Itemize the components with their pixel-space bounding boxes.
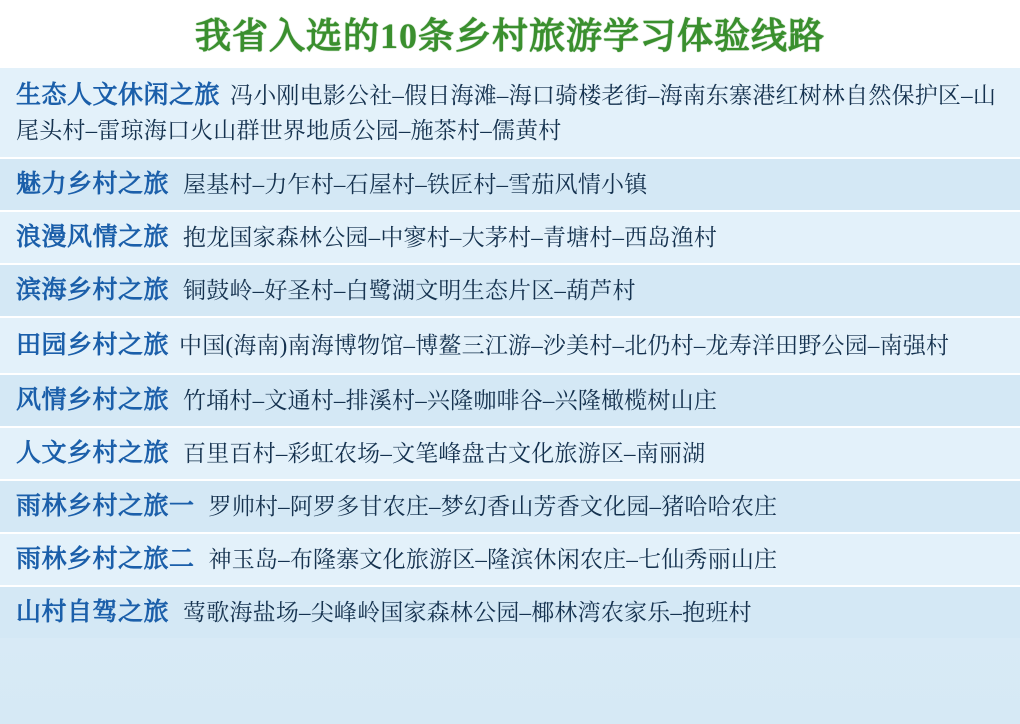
route-row [0,532,1020,585]
route-stops: 竹埇村–文通村–排溪村–兴隆咖啡谷–兴隆橄榄树山庄 [183,388,718,414]
route-content [16,327,949,364]
route-row [0,263,1020,316]
route-stops: 莺歌海盐场–尖峰岭国家森林公园–椰林湾农家乐–抱班村 [183,600,752,626]
route-name: 山村自驾之旅 [16,599,170,627]
route-stops: 冯小刚电影公社–假日海滩–海口骑楼老街–海南东寨港红树林自然保护区–山尾头村–雷琼海口火山群世界地质公园–施茶村–儒黄村 [16,83,997,143]
route-stops: 中国(海南)南海博物馆–博鳌三江游–沙美村–北仍村–龙寿洋田野公园–南强村 [179,333,950,359]
route-content [16,166,647,203]
route-row [0,585,1020,638]
route-name: 浪漫风情之旅 [16,224,170,252]
route-name: 雨林乡村之旅二 [16,546,195,574]
route-content [16,435,705,472]
route-row [0,316,1020,373]
route-name: 风情乡村之旅 [16,387,170,415]
route-stops: 铜鼓岭–好圣村–白鹭湖文明生态片区–葫芦村 [183,278,636,304]
route-content [16,272,636,309]
route-stops: 抱龙国家森林公园–中寥村–大茅村–青塘村–西岛渔村 [183,225,718,251]
route-stops: 屋基村–力乍村–石屋村–铁匠村–雪茄风情小镇 [183,172,648,198]
route-stops: 百里百村–彩虹农场–文笔峰盘古文化旅游区–南丽湖 [183,441,706,467]
route-content [16,77,1006,148]
route-name: 滨海乡村之旅 [16,277,170,305]
page-title: 我省入选的10条乡村旅游学习体验线路 [194,15,825,56]
route-row [0,373,1020,426]
route-name: 田园乡村之旅 [16,332,170,360]
route-stops: 神玉岛–布隆寨文化旅游区–隆滨休闲农庄–七仙秀丽山庄 [208,547,778,573]
route-stops: 罗帅村–阿罗多甘农庄–梦幻香山芳香文化园–猪哈哈农庄 [208,494,778,520]
route-row [0,479,1020,532]
route-content [16,382,717,419]
title-bar [0,0,1020,66]
route-row [0,66,1020,157]
route-name: 生态人文休闲之旅 [16,82,221,109]
route-name: 人文乡村之旅 [16,440,170,468]
route-name: 雨林乡村之旅一 [16,493,195,521]
route-content [16,541,777,578]
route-content [16,594,752,631]
route-content [16,219,717,256]
route-list [0,66,1020,724]
route-row [0,426,1020,479]
route-row [0,210,1020,263]
route-row [0,157,1020,210]
route-name: 魅力乡村之旅 [16,171,170,199]
route-content [16,488,777,525]
